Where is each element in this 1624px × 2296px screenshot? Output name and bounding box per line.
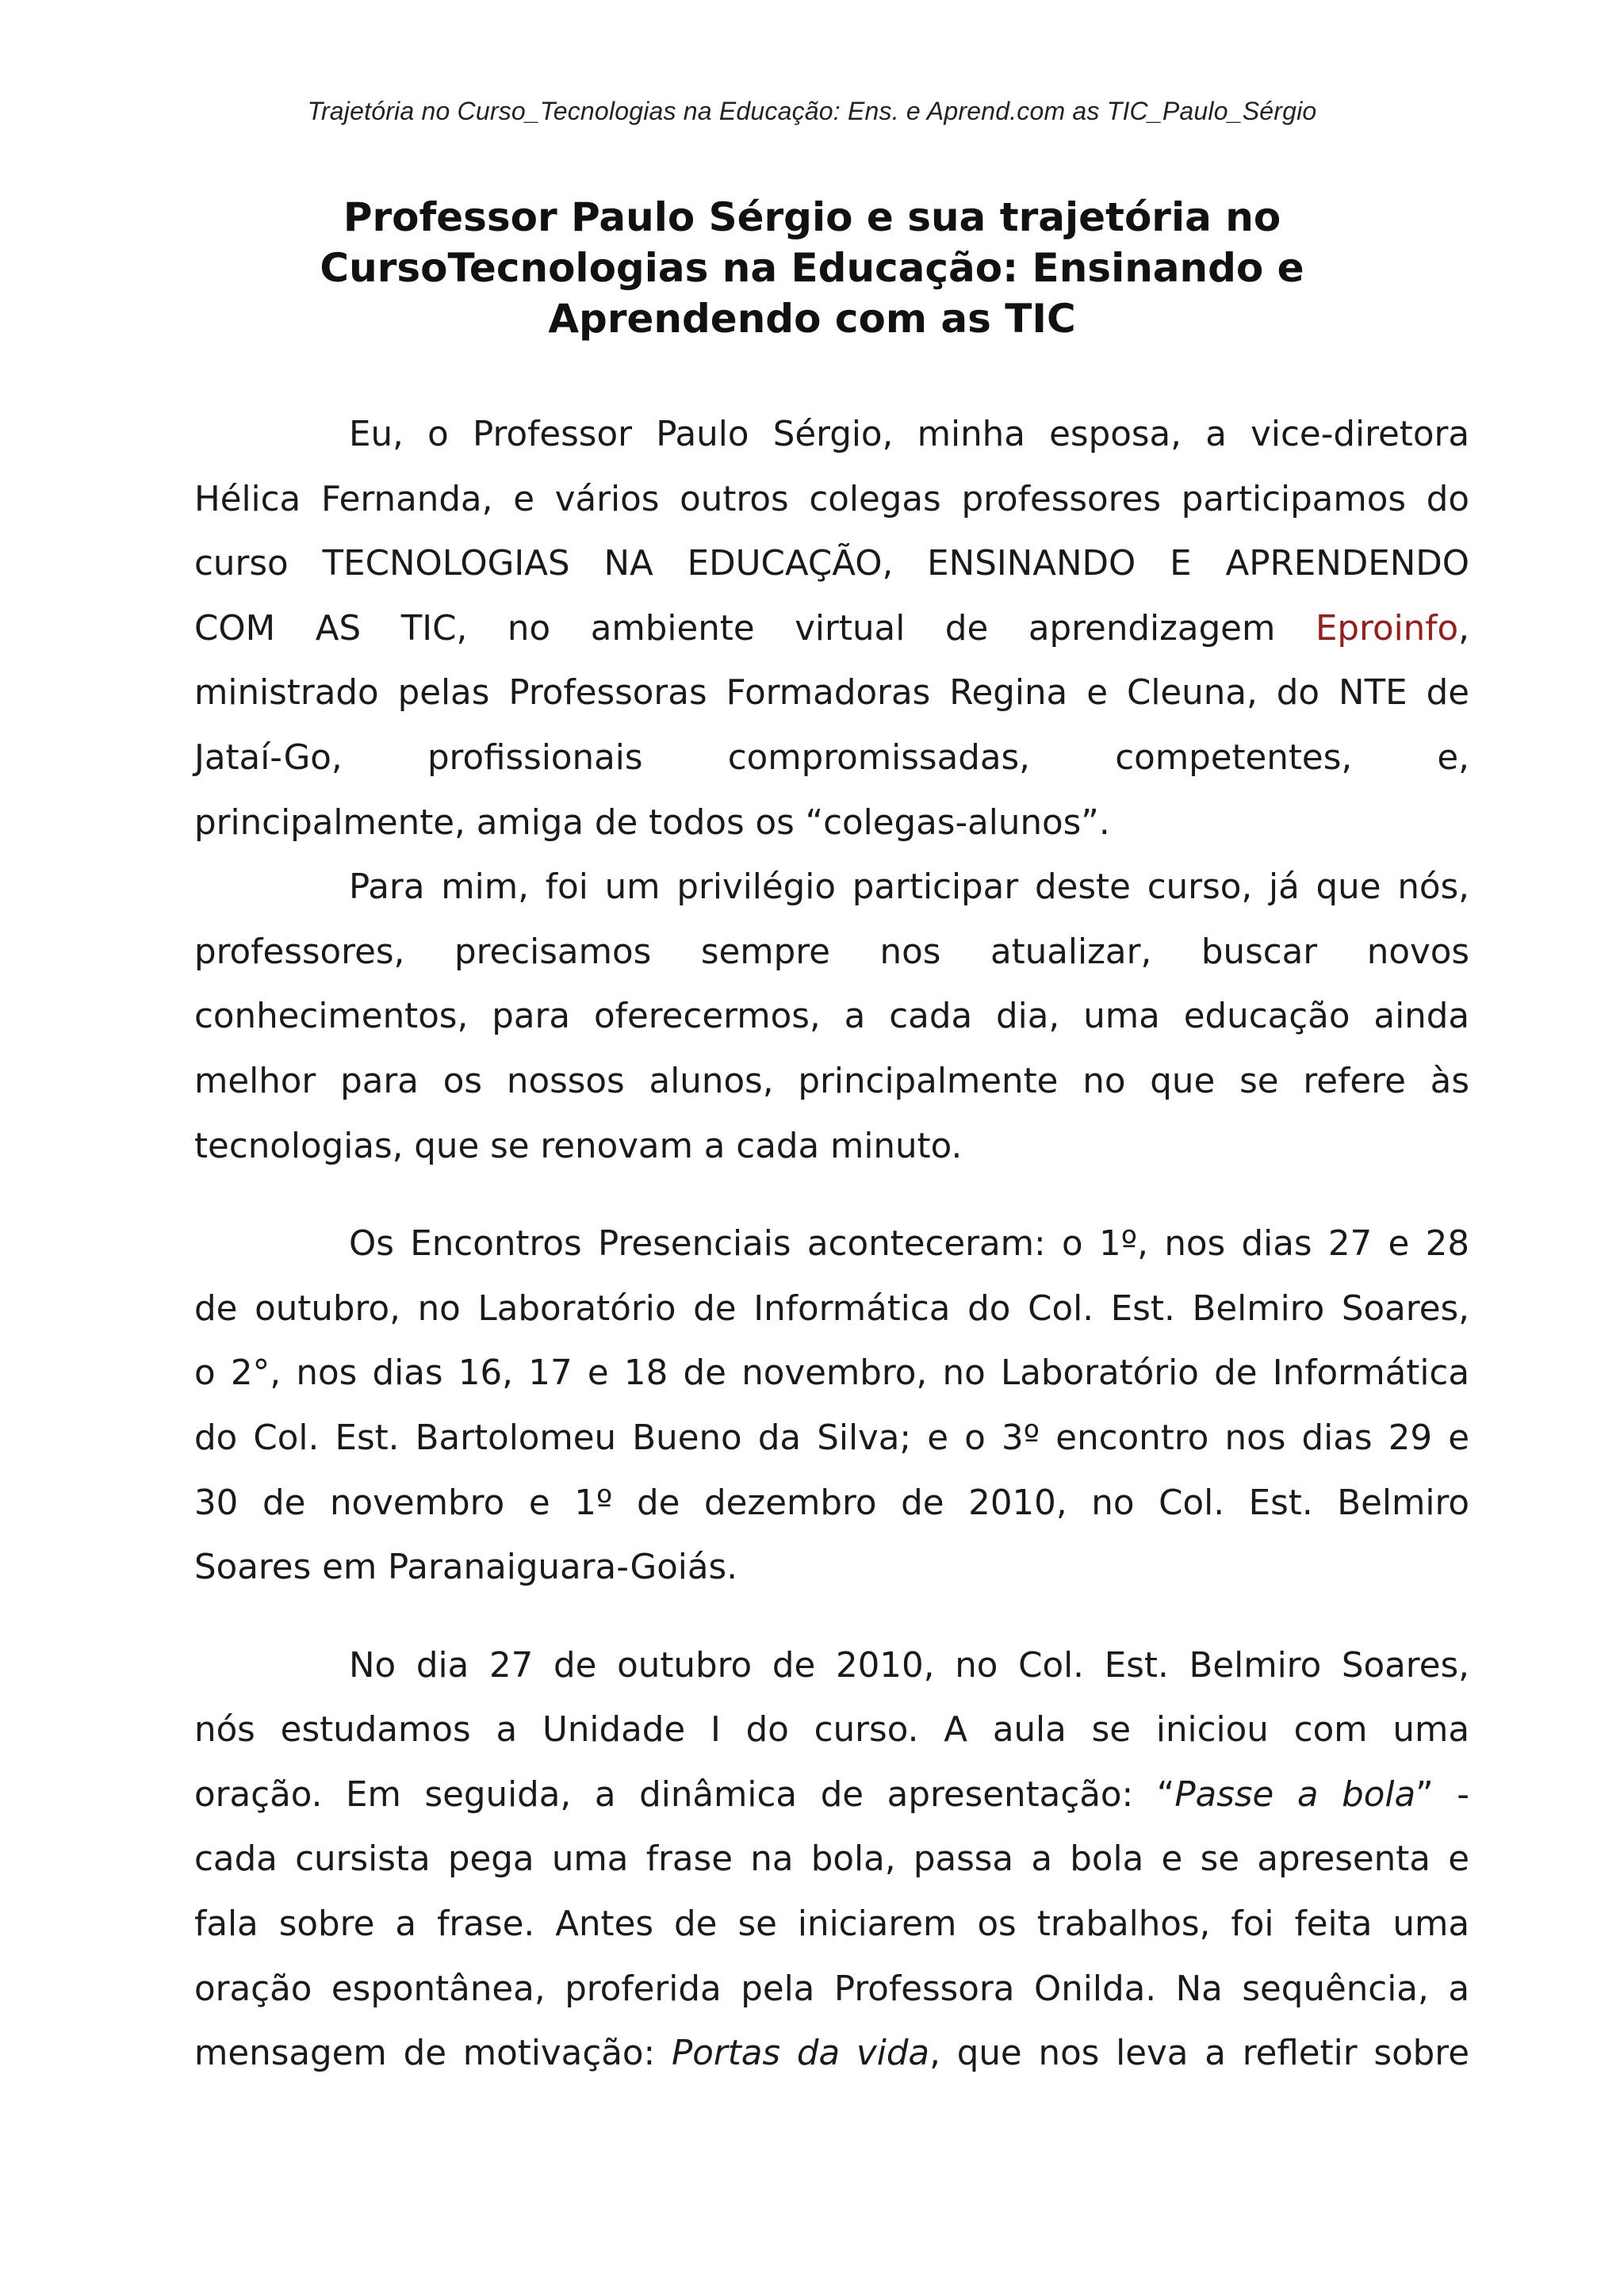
paragraph-line: Jataí-Go, profissionais compromissadas, competentes, e, [194, 737, 1469, 778]
paragraph-line-with-italic [194, 2022, 1469, 2087]
paragraph-line: cada cursista pega uma frase na bola, passa a bola e se apresenta e [194, 1839, 1469, 1880]
document-body [194, 403, 1469, 2087]
italic-title-passe-a-bola: Passe a bola [1174, 1774, 1416, 1815]
paragraph-line: do Col. Est. Bartolomeu Bueno da Silva; e o 3º encontro nos dias 29 e [194, 1418, 1469, 1458]
paragraph-line: fala sobre a frase. Antes de se iniciarem os trabalhos, foi feita uma [194, 1904, 1469, 1945]
paragraph-line: professores, precisamos sempre nos atualizar, buscar novos [194, 932, 1469, 972]
line-text: oração. Em seguida, a dinâmica de apresentação: “ [194, 1774, 1175, 1815]
italic-title-portas-da-vida: Portas da vida [671, 2034, 930, 2074]
paragraph-4 [194, 1634, 1469, 2087]
line-text: ” - [1415, 1774, 1469, 1815]
paragraph-line: oração espontânea, proferida pela Professora Onilda. Na sequência, a [194, 1969, 1469, 2009]
paragraph-line: principalmente, amiga de todos os “colegas-alunos”. [194, 802, 1110, 843]
paragraph-spacer [194, 1601, 1469, 1634]
line-text: , que nos leva a refletir sobre [929, 2034, 1469, 2074]
paragraph-line: Para mim, foi um privilégio participar deste curso, já que nós, [349, 867, 1469, 908]
paragraph-line: 30 de novembro e 1º de dezembro de 2010, no Col. Est. Belmiro [194, 1483, 1469, 1523]
paragraph-3 [194, 1212, 1469, 1601]
paragraph-line: tecnologias, que se renovam a cada minuto. [194, 1126, 963, 1166]
line-text: , [1458, 608, 1469, 649]
document-title [238, 192, 1386, 344]
paragraph-2 [194, 855, 1469, 1179]
eproinfo-link[interactable]: Eproinfo [1315, 608, 1459, 649]
paragraph-line: melhor para os nossos alunos, principalmente no que se refere às [194, 1061, 1469, 1101]
paragraph-1 [194, 403, 1469, 855]
line-text: COM AS TIC, no ambiente virtual de aprendizagem [194, 608, 1316, 649]
paragraph-line: Eu, o Professor Paulo Sérgio, minha esposa, a vice-diretora [349, 415, 1469, 454]
paragraph-line-with-italic [194, 1763, 1469, 1828]
paragraph-line: o 2°, nos dias 16, 17 e 18 de novembro, no Laboratório de Informática [194, 1353, 1469, 1394]
paragraph-line: Os Encontros Presenciais aconteceram: o 1º, nos dias 27 e 28 [349, 1224, 1469, 1265]
paragraph-line: Hélica Fernanda, e vários outros colegas professores participamos do [194, 479, 1469, 519]
paragraph-line: No dia 27 de outubro de 2010, no Col. Est. Belmiro Soares, [349, 1645, 1469, 1686]
paragraph-line: Soares em Paranaiguara-Goiás. [194, 1548, 738, 1588]
running-header: Trajetória no Curso_Tecnologias na Educação: Ens. e Aprend.com as TIC_Paulo_Sérgio [307, 97, 1317, 125]
title-line-1: Professor Paulo Sérgio e sua trajetória no [343, 194, 1281, 240]
paragraph-line: conhecimentos, para oferecermos, a cada dia, uma educação ainda [194, 997, 1469, 1037]
paragraph-spacer [194, 1179, 1469, 1212]
paragraph-line: nós estudamos a Unidade I do curso. A aula se iniciou com uma [194, 1710, 1469, 1751]
line-text: mensagem de motivação: [194, 2034, 672, 2074]
paragraph-line-with-link [194, 597, 1469, 662]
paragraph-line: ministrado pelas Professoras Formadoras Regina e Cleuna, do NTE de [194, 673, 1469, 714]
title-line-2: CursoTecnologias na Educação: Ensinando e [320, 245, 1304, 291]
paragraph-line: curso TECNOLOGIAS NA EDUCAÇÃO, ENSINANDO E APRENDENDO [194, 544, 1469, 584]
title-line-3: Aprendendo com as TIC [548, 296, 1076, 342]
paragraph-line: de outubro, no Laboratório de Informática do Col. Est. Belmiro Soares, [194, 1288, 1469, 1329]
